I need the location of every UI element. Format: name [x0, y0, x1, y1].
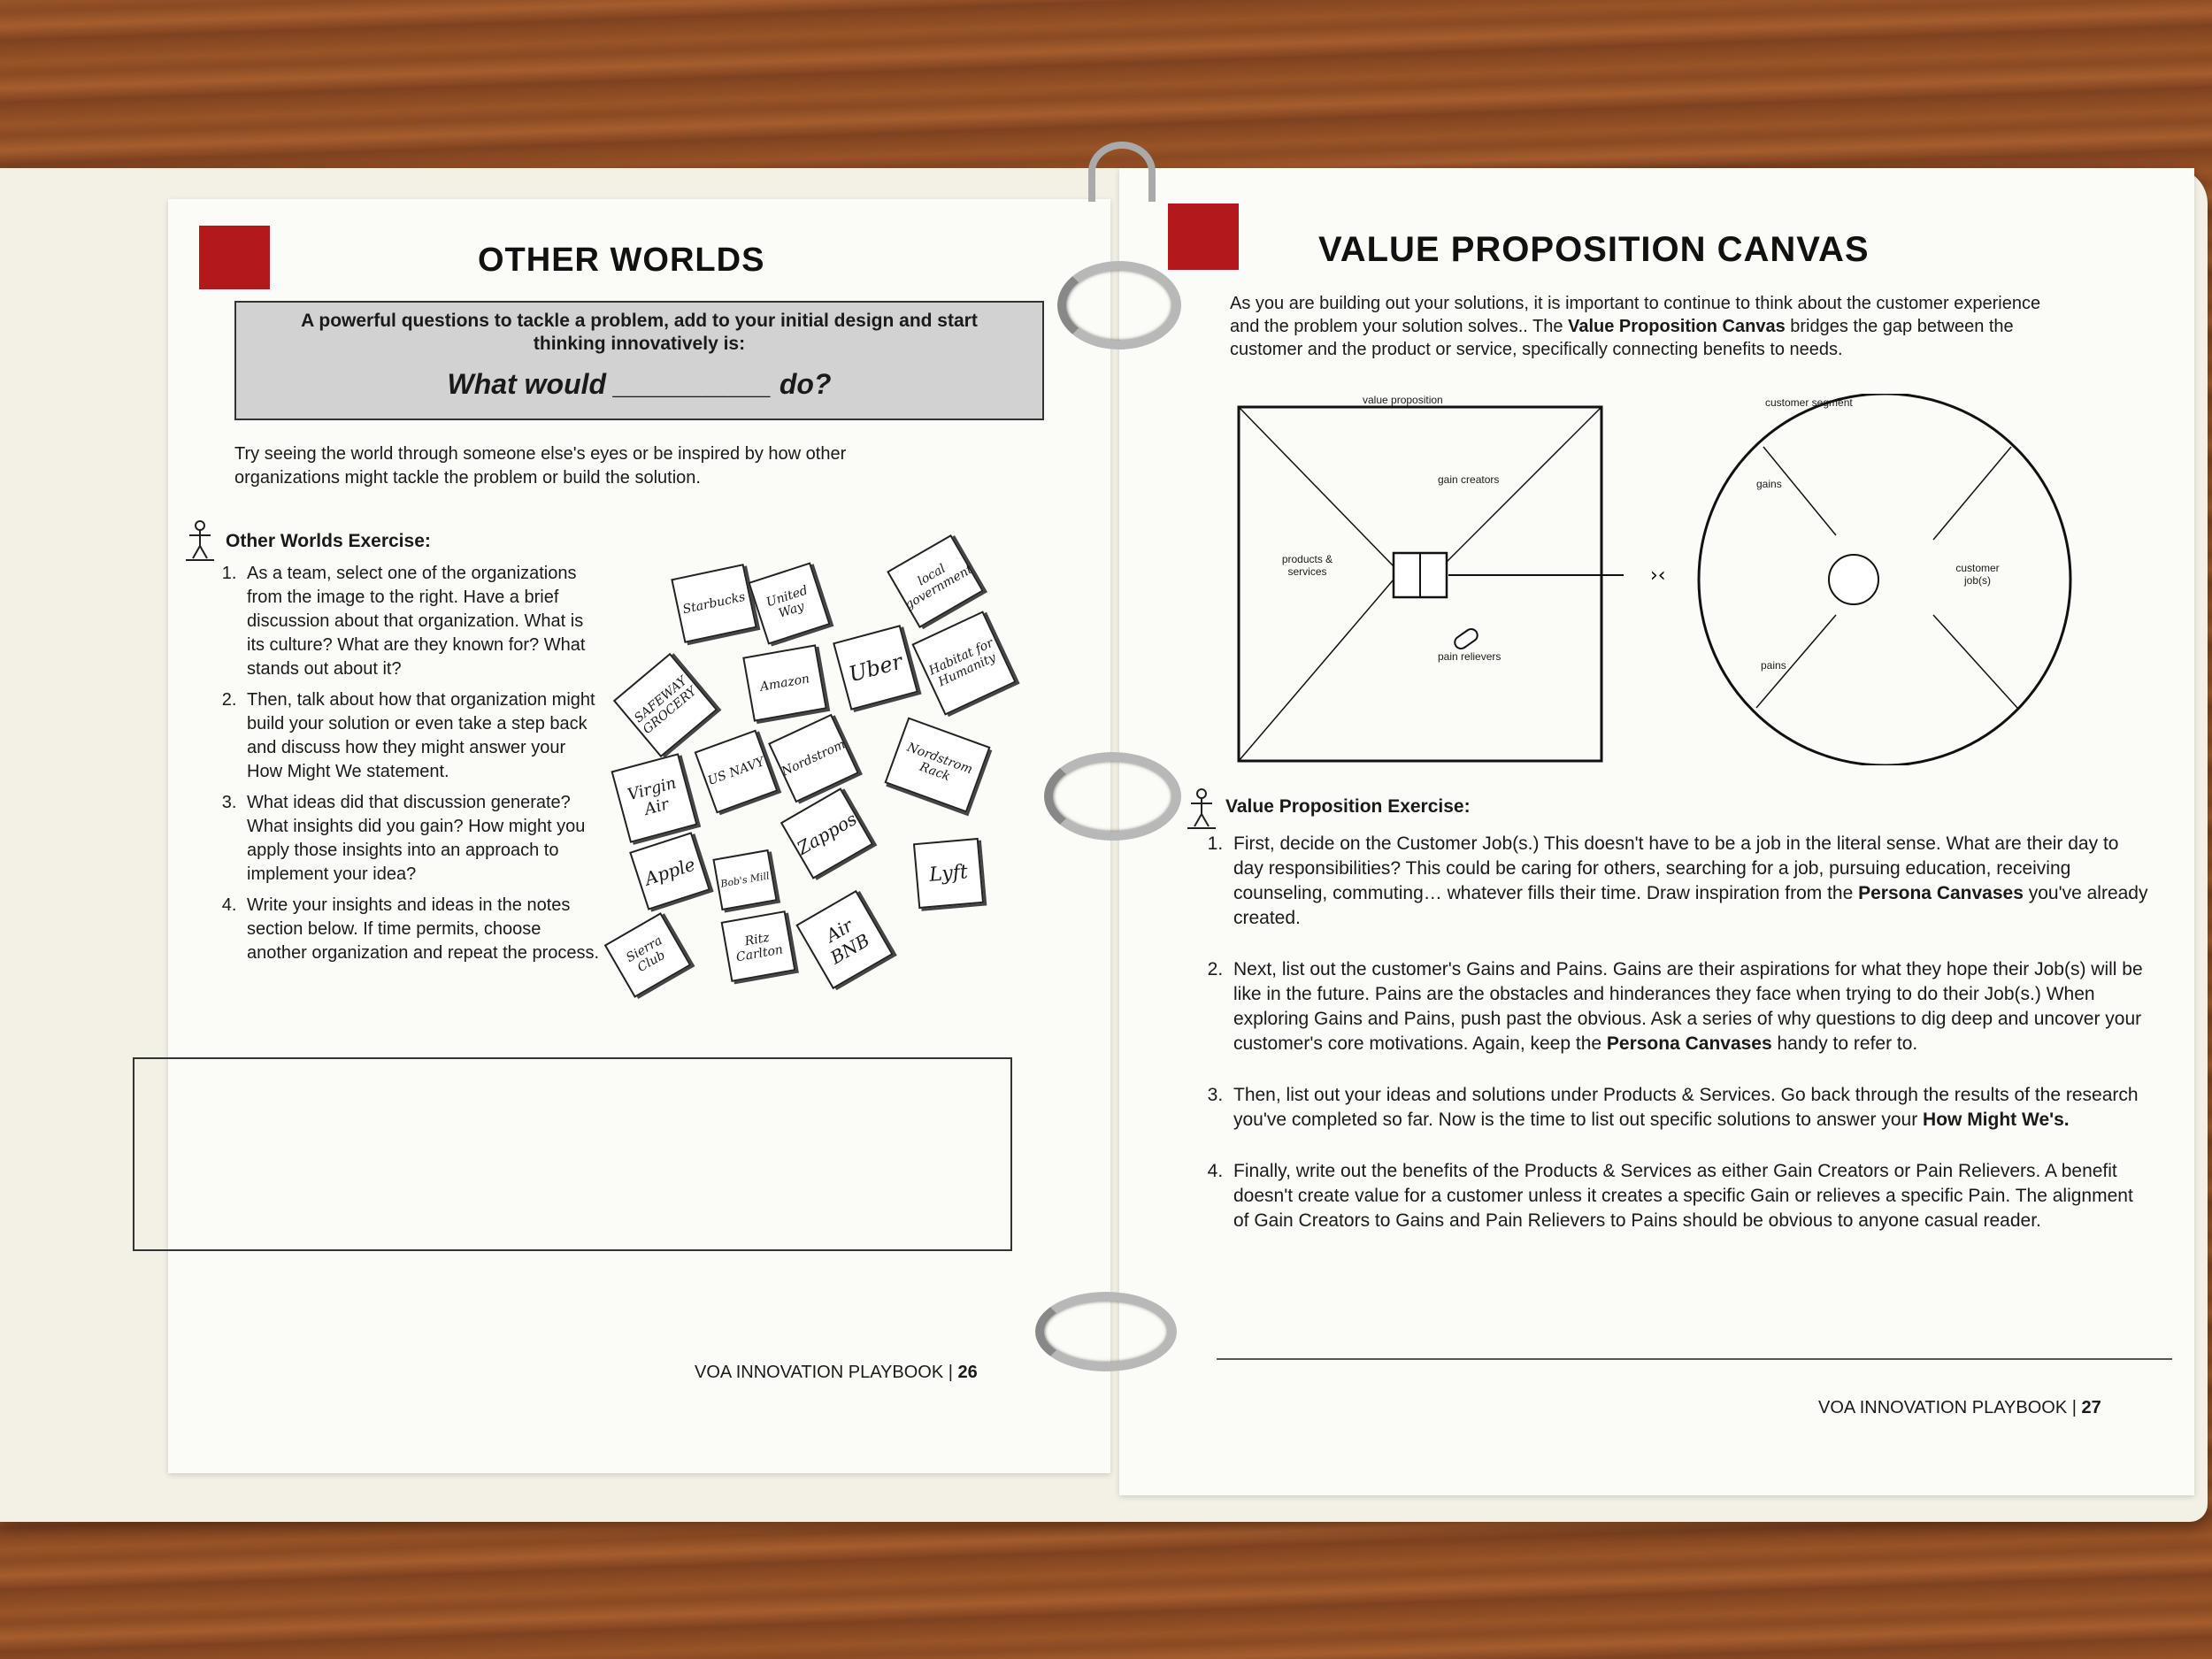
sticky-note: Sierra Club	[604, 912, 692, 998]
sticky-note: Nordstrom Rack	[884, 717, 990, 812]
sticky-note: Bob's Mill	[712, 849, 777, 910]
gain-creators-label: gain creators	[1438, 473, 1500, 486]
connector-arrow-icon: ›‹	[1650, 565, 1666, 587]
right-page	[1119, 168, 2194, 1495]
binder-ring-bottom	[1035, 1292, 1177, 1371]
sticky-note: Apple	[629, 832, 710, 910]
intro-text	[1230, 292, 2053, 361]
pains-label: pains	[1761, 659, 1786, 672]
notes-box[interactable]	[133, 1057, 1012, 1251]
sticky-note: Nordstrom	[768, 714, 859, 803]
step-text-bold: Persona Canvases	[1858, 883, 2024, 903]
step-text: Next, list out the customer's Gains and Pains. Gains are their aspirations for what they hope their Job(s) will be like in the future. Pains are the obstacles and hinderances they face when trying to do their Job(s.) When exploring Gains and Pains, push past the obvious. Ask a series of why questions to dig deep and uncover your customer's core motivations. Again, keep the	[1233, 959, 2143, 1054]
callout-question: What would __________ do?	[447, 368, 832, 400]
sticky-note: Habitat for Humanity	[911, 611, 1016, 715]
products-services-label: products & services	[1281, 553, 1333, 578]
page-title: OTHER WORLDS	[478, 242, 765, 279]
exercise-heading: Other Worlds Exercise:	[226, 531, 431, 551]
page-number: 27	[2081, 1398, 2101, 1417]
sticky-note: Virgin Air	[611, 753, 697, 843]
person-icon	[1186, 787, 1217, 830]
exercise-heading: Value Proposition Exercise:	[1225, 796, 1471, 817]
pill-icon	[1453, 626, 1480, 651]
footer-label: VOA INNOVATION PLAYBOOK |	[695, 1363, 958, 1382]
binder-ring-clip	[1088, 142, 1156, 202]
exercise-step-3	[1228, 1083, 2148, 1133]
sticky-note: Uber	[833, 625, 918, 710]
customer-jobs-label: customer job(s)	[1955, 562, 2000, 587]
exercise-step-1	[1228, 832, 2148, 931]
sticky-note: United Way	[748, 562, 830, 644]
sticky-note: US NAVY	[695, 730, 779, 814]
page-number: 26	[957, 1363, 978, 1382]
footer-rule	[1217, 1358, 2172, 1360]
sticky-note: local government	[887, 534, 984, 628]
value-proposition-label: value proposition	[1363, 394, 1443, 406]
sticky-note: Air BNB	[795, 890, 893, 989]
exercise-step-4: 4. Finally, write out the benefits of the Products & Services as either Gain Creators or Pain Relievers. A benefit doesn't create value for a customer unless it creates a specific Gain or relieves a specific Pain. The alignment of Gain Creators to Gains and Pain Relievers to Pains should be obvious to anyone casual reader.	[1228, 1159, 2148, 1233]
footer-label: VOA INNOVATION PLAYBOOK |	[1818, 1398, 2082, 1417]
gains-label: gains	[1756, 478, 1782, 490]
exercise-step-2	[1228, 957, 2148, 1056]
sticky-note: Starbucks	[671, 564, 757, 643]
page-title: VALUE PROPOSITION CANVAS	[1318, 230, 1870, 269]
customer-segment-label: customer segment	[1765, 396, 1853, 409]
person-icon	[184, 519, 216, 562]
intro-text-part: bridges the gap between the customer and the product or service, specifically connecting benefits to needs.	[1230, 317, 2014, 359]
red-square-marker	[1168, 204, 1239, 270]
step-text: Then, list out your ideas and solutions under Products & Services. Go back through the results of the research you've completed so far. Now is the time to list out specific solutions to answer your	[1233, 1085, 2139, 1130]
pain-relievers-label: pain relievers	[1438, 650, 1502, 663]
customer-segment-circle	[1699, 394, 2070, 765]
sticky-note: Zappos	[780, 787, 873, 879]
intro-text-part: As you are building out your solutions, it is important to continue to think about the customer experience and the problem your solution solves.. The	[1230, 294, 2041, 336]
callout-intro: A powerful questions to tackle a problem, add to your initial design and start thinking innovatively is:	[301, 311, 978, 354]
exercise-step-2: 2. Then, talk about how that organization might build your solution or even take a step back and discuss how they might answer your How Might We statement.	[242, 688, 604, 784]
sticky-note: SAFEWAY GROCERY	[613, 653, 718, 757]
exercise-step-4: 4. Write your insights and ideas in the notes section below. If time permits, choose another organization and repeat the process.	[242, 894, 604, 965]
customer-head-icon	[1829, 555, 1878, 604]
intro-text-bold: Value Proposition Canvas	[1568, 317, 1786, 336]
step-text: First, decide on the Customer Job(s.) This doesn't have to be a job in the literal sense. What are their day to day responsibilities? This could be caring for others, searching for a job, pursuing education, receiving counseling, commuting… whatever fills their time. Draw inspiration from the	[1233, 833, 2119, 903]
step-text: you've already created.	[1233, 883, 2148, 928]
step-text-bold: Persona Canvases	[1606, 1033, 1772, 1054]
red-square-marker	[199, 226, 270, 289]
page-footer	[695, 1363, 978, 1383]
page-footer	[1818, 1398, 2101, 1418]
callout-box	[234, 301, 1044, 420]
sticky-note: Lyft	[913, 838, 984, 909]
sticky-note: Ritz Carlton	[721, 910, 796, 982]
left-page	[168, 199, 1110, 1473]
binder-ring-middle	[1044, 752, 1181, 841]
exercise-step-3: 3. What ideas did that discussion generate? What insights did you gain? How might you apply those insights into an approach to implement your idea?	[242, 791, 604, 887]
intro-text: Try seeing the world through someone else's eyes or be inspired by how other organizations might tackle the problem or build the solution.	[234, 444, 847, 488]
step-text: handy to refer to.	[1771, 1033, 1918, 1054]
exercise-steps	[1203, 832, 2148, 1260]
exercise-step-1: 1. As a team, select one of the organizations from the image to the right. Have a brief discussion about that organization. What is its culture? What are they known for? What stands out about it?	[242, 562, 604, 681]
sticky-note: Amazon	[742, 644, 827, 721]
binder-ring-top	[1057, 261, 1181, 349]
step-text-bold: How Might We's.	[1923, 1110, 2070, 1130]
exercise-steps	[217, 562, 604, 972]
